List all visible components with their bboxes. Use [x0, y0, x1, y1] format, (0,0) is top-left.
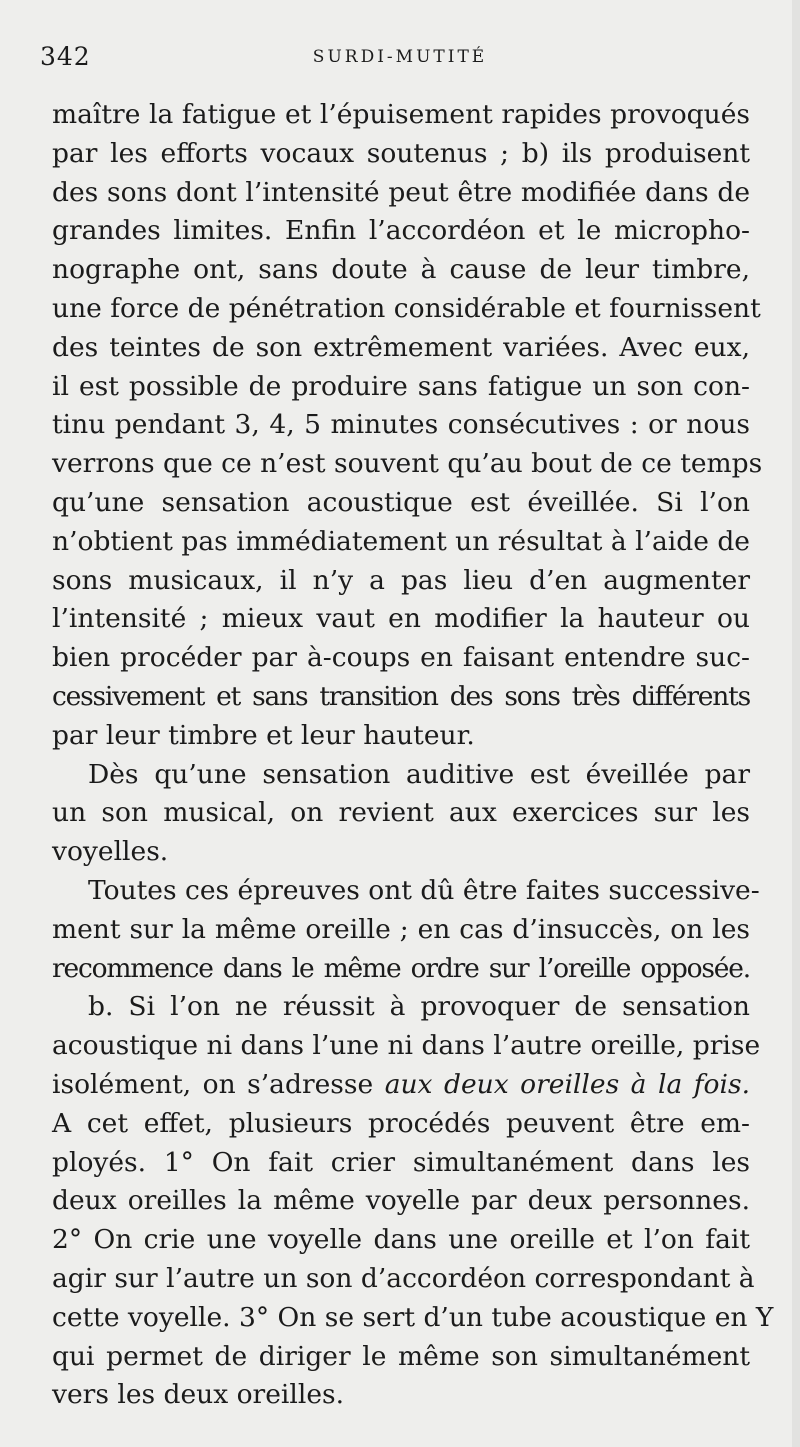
text-line: [52, 1066, 750, 1105]
text-line: verrons que ce n’est souvent qu’au bout de ce temps: [52, 448, 763, 480]
text-line: un son musical, on revient aux exercices sur les: [52, 797, 750, 829]
text-line: deux oreilles la même voyelle par deux personnes.: [52, 1185, 750, 1217]
italic-emphasis: aux deux oreilles à la fois.: [384, 1068, 751, 1100]
text-line: sons musicaux, il n’y a pas lieu d’en augmenter: [52, 564, 750, 596]
text-line: une force de pénétration considérable et fournissent: [52, 292, 761, 324]
text-line: vers les deux oreilles.: [52, 1379, 345, 1411]
text-line: grandes limites. Enfin l’accordéon et le micropho-: [52, 215, 750, 247]
page-edge-shadow: [792, 0, 800, 1447]
text-line: qui permet de diriger le même son simultanément: [52, 1340, 750, 1372]
text-line: tinu pendant 3, 4, 5 minutes consécutives : or nous: [52, 409, 750, 441]
text-segment: isolément, on s’adresse: [52, 1068, 385, 1100]
text-line: des sons dont l’intensité peut être modifiée dans de: [52, 176, 750, 208]
running-title: SURDI-MUTITÉ: [312, 47, 488, 67]
text-line: 2° On crie une voyelle dans une oreille et l’on fait: [52, 1224, 750, 1256]
text-line: ment sur la même oreille ; en cas d’insuccès, on les: [52, 913, 750, 945]
text-line: cessivement et sans transition des sons très différents: [52, 680, 750, 712]
text-line: l’intensité ; mieux vaut en modifier la hauteur ou: [52, 603, 750, 635]
text-line: n’obtient pas immédiatement un résultat à l’aide de: [52, 525, 750, 557]
text-line: des teintes de son extrêmement variées. Avec eux,: [52, 331, 750, 363]
paragraph-start-line: Toutes ces épreuves ont dû être faites successive-: [88, 874, 760, 906]
page-body: [52, 96, 774, 1415]
text-line: qu’une sensation acoustique est éveillée. Si l’on: [52, 486, 750, 518]
running-head: [0, 36, 800, 76]
text-line: voyelles.: [52, 836, 169, 868]
text-line: agir sur l’autre un son d’accordéon correspondant à: [52, 1262, 755, 1294]
text-line: cette voyelle. 3° On se sert d’un tube acoustique en Y: [52, 1301, 774, 1333]
page-number: 342: [40, 42, 91, 71]
paragraph-start-line: Dès qu’une sensation auditive est éveillée par: [88, 758, 750, 790]
text-line: acoustique ni dans l’une ni dans l’autre oreille, prise: [52, 1030, 761, 1062]
text-line: recommence dans le même ordre sur l’oreille opposée.: [52, 952, 750, 984]
text-line: bien procéder par à-coups en faisant entendre suc-: [52, 642, 750, 674]
text-line: maître la fatigue et l’épuisement rapides provoqués: [52, 99, 750, 130]
text-line: ployés. 1° On fait crier simultanément dans les: [52, 1146, 750, 1178]
text-line: il est possible de produire sans fatigue un son con-: [52, 370, 750, 402]
text-line: nographe ont, sans doute à cause de leur timbre,: [52, 254, 750, 286]
text-line: A cet effet, plusieurs procédés peuvent être em-: [52, 1107, 750, 1139]
paragraph-start-line: b. Si l’on ne réussit à provoquer de sensation: [88, 991, 750, 1023]
text-line: par les efforts vocaux soutenus ; b) ils produisent: [52, 137, 750, 169]
text-line: par leur timbre et leur hauteur.: [52, 719, 475, 751]
